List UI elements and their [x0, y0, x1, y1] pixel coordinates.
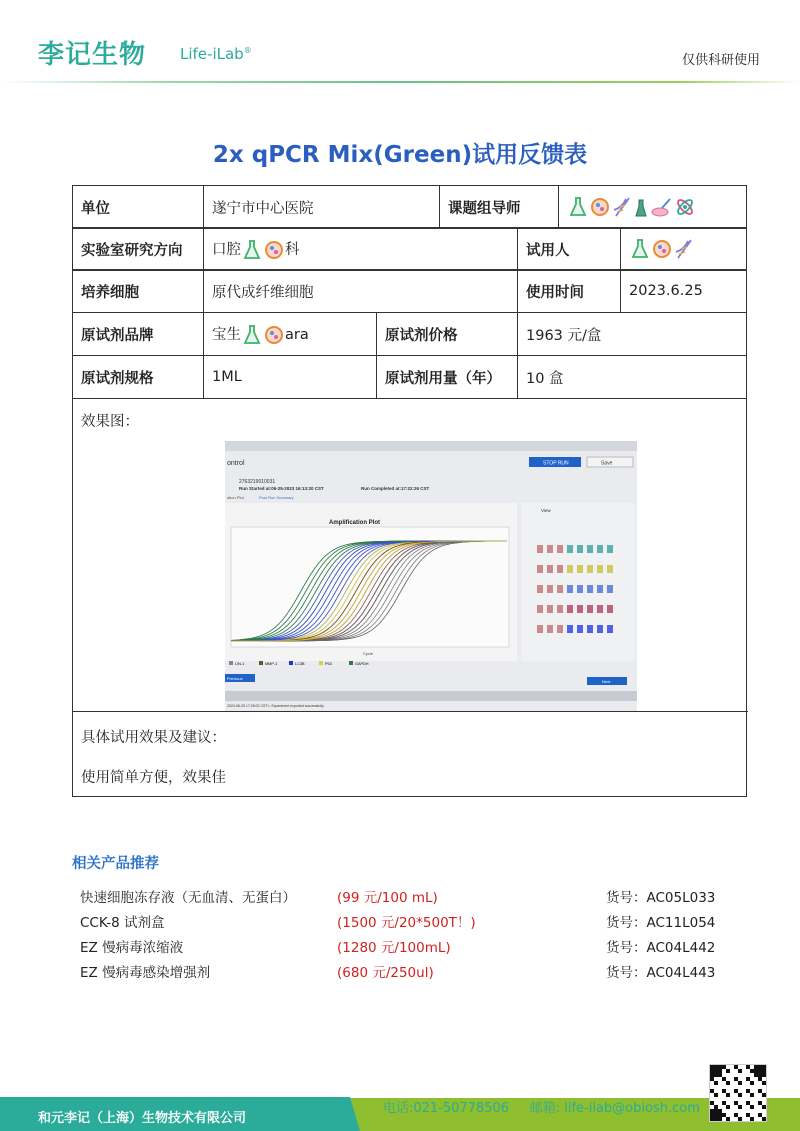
plate-well[interactable] — [597, 545, 603, 553]
form-row-2 — [72, 227, 747, 271]
product-code: 货号：AC11L054 — [606, 915, 716, 931]
related-products-title: 相关产品推荐 — [72, 856, 159, 872]
footer-contact — [383, 1097, 700, 1116]
direction-text-b: 科 — [285, 241, 300, 258]
research-only-note: 仅供科研使用 — [681, 53, 760, 68]
date-value: 2023.6.25 — [621, 270, 747, 313]
effect-section — [72, 398, 747, 797]
phone: 电话:021-50778506 — [383, 1101, 510, 1116]
dna-sticker-icon — [612, 196, 632, 218]
cell-sticker-icon — [652, 239, 672, 259]
usage-value: 10 盒 — [518, 356, 747, 399]
product-code: 货号：AC04L443 — [606, 965, 716, 981]
flask-sticker-icon — [630, 238, 650, 260]
flask-sticker-icon — [242, 324, 262, 346]
legend-label: P53 — [325, 662, 332, 666]
product-code: 货号：AC04L442 — [606, 940, 716, 956]
brand-value — [204, 313, 377, 356]
plate-well[interactable] — [537, 545, 543, 553]
run-id: 2763219010031 — [239, 479, 276, 485]
plate-well[interactable] — [567, 585, 573, 593]
save-label: Save — [601, 460, 613, 467]
direction-label: 实验室研究方向 — [73, 228, 204, 271]
product-price: (99 元/100 mL) — [337, 890, 438, 906]
user-label: 试用人 — [518, 228, 621, 271]
spec-label: 原试剂规格 — [73, 356, 204, 399]
form-row-5 — [72, 355, 747, 399]
spec-value: 1ML — [204, 356, 377, 399]
user-value — [621, 228, 747, 271]
plate-well[interactable] — [537, 625, 543, 633]
plate-well[interactable] — [607, 625, 613, 633]
next-label: Next — [602, 679, 611, 684]
flask-sticker-icon — [568, 196, 588, 218]
plate-well[interactable] — [567, 605, 573, 613]
cell-value: 原代成纤维细胞 — [204, 270, 518, 313]
product-code: 货号：AC05L033 — [606, 890, 716, 906]
product-price: (680 元/250ul) — [337, 965, 434, 981]
direction-text-a: 口腔 — [212, 241, 241, 258]
plate-well[interactable] — [607, 605, 613, 613]
date-label: 使用时间 — [518, 270, 621, 313]
effect-label: 效果图： — [81, 414, 139, 430]
legend-swatch — [259, 661, 263, 665]
plate-well[interactable] — [557, 585, 563, 593]
view-dropdown[interactable]: View — [541, 508, 551, 513]
plate-well[interactable] — [537, 605, 543, 613]
plate-well[interactable] — [567, 565, 573, 573]
feedback-value: 使用简单方便，效果佳 — [81, 770, 226, 786]
plate-well[interactable] — [607, 585, 613, 593]
plate-well[interactable] — [587, 545, 593, 553]
plate-well[interactable] — [577, 585, 583, 593]
plot-title: Amplification Plot — [329, 520, 380, 526]
logo-en — [180, 45, 252, 63]
plate-well[interactable] — [547, 605, 553, 613]
plate-well[interactable] — [597, 605, 603, 613]
plate-well[interactable] — [567, 625, 573, 633]
tab-amplification-plot[interactable]: ation Plot — [227, 495, 244, 500]
advisor-value — [559, 186, 747, 229]
qpcr-screen-photo — [225, 441, 637, 711]
plate-well[interactable] — [597, 565, 603, 573]
logo-cn: 李记生物 — [38, 40, 147, 70]
product-price: (1500 元/20*500T！) — [337, 915, 476, 931]
logo-en-text: Life-iLab — [180, 45, 244, 63]
status-bar: 2023-06-25 17:28:02 CST>: Experiment exported successfully. — [227, 704, 325, 708]
price-label: 原试剂价格 — [377, 313, 518, 356]
product-price: (1280 元/100mL) — [337, 940, 451, 956]
legend-label: GAPDH — [355, 662, 369, 666]
x-axis-label: Cycle — [363, 651, 374, 656]
usage-label: 原试剂用量（年） — [377, 356, 518, 399]
price-value: 1963 元/盒 — [518, 313, 747, 356]
plate-well[interactable] — [557, 605, 563, 613]
run-started: Run Started at:06-25-2023 16:13:20 CST — [239, 486, 324, 491]
advisor-label: 课题组导师 — [440, 186, 559, 229]
plate-well[interactable] — [577, 625, 583, 633]
product-name: EZ 慢病毒浓缩液 — [80, 940, 184, 956]
product-name: EZ 慢病毒感染增强剂 — [80, 965, 211, 981]
plate-well[interactable] — [577, 605, 583, 613]
cell-sticker-icon — [264, 240, 284, 260]
stop-run-label: STOP RUN — [543, 460, 569, 467]
legend-swatch — [349, 661, 353, 665]
legend-label: LC3B — [295, 662, 305, 666]
feedback-label: 具体试用效果及建议： — [81, 730, 226, 746]
form-row-3 — [72, 269, 747, 313]
qr-code — [709, 1064, 767, 1122]
cell-sticker-icon — [264, 325, 284, 345]
plate-well[interactable] — [537, 585, 543, 593]
brand-text-a: 宝生 — [212, 326, 241, 343]
plate-well[interactable] — [557, 545, 563, 553]
plate-well[interactable] — [537, 565, 543, 573]
plate-well[interactable] — [587, 605, 593, 613]
plate-well[interactable] — [567, 545, 573, 553]
plate-well[interactable] — [607, 565, 613, 573]
plate-well[interactable] — [547, 565, 553, 573]
email[interactable]: 邮箱: life-ilab@obiosh.com — [529, 1101, 700, 1116]
legend-swatch — [289, 661, 293, 665]
dna-sticker-icon — [674, 238, 694, 260]
plate-well[interactable] — [577, 565, 583, 573]
legend-swatch — [319, 661, 323, 665]
direction-value — [204, 228, 518, 271]
logo-mark: ® — [243, 46, 252, 55]
form-row-1 — [72, 185, 747, 229]
test-tube-sticker-icon — [634, 196, 648, 218]
form-row-4 — [72, 312, 747, 356]
plate-well[interactable] — [587, 565, 593, 573]
plate-well[interactable] — [587, 585, 593, 593]
legend-label: LIN-1 — [235, 662, 245, 666]
header-divider — [0, 81, 800, 83]
redaction-stickers — [241, 242, 285, 258]
tab-post-run-summary[interactable]: Post Run Summary — [259, 495, 294, 500]
plate-well[interactable] — [607, 545, 613, 553]
legend-label: MMP-1 — [265, 662, 278, 666]
plate-well[interactable] — [557, 625, 563, 633]
window-title: ontrol — [227, 460, 245, 467]
product-name: 快速细胞冻存液（无血清、无蛋白） — [80, 890, 296, 906]
petri-dish-sticker-icon — [650, 196, 672, 218]
page-title: 2x qPCR Mix(Green)试用反馈表 — [212, 142, 588, 168]
brand-text-b: ara — [285, 326, 309, 343]
plate-well[interactable] — [587, 625, 593, 633]
redaction-stickers — [241, 327, 285, 343]
plate-well[interactable] — [547, 545, 553, 553]
cell-sticker-icon — [590, 197, 610, 217]
cell-label: 培养细胞 — [73, 270, 204, 313]
run-completed: Run Completed at:17:22:26 CST — [361, 486, 430, 491]
flask-sticker-icon — [242, 239, 262, 261]
plate-well[interactable] — [597, 585, 603, 593]
plate-well[interactable] — [577, 545, 583, 553]
atom-sticker-icon — [674, 196, 696, 218]
unit-value: 遂宁市中心医院 — [204, 186, 440, 229]
plate-well[interactable] — [547, 625, 553, 633]
plate-well[interactable] — [557, 565, 563, 573]
plate-well[interactable] — [597, 625, 603, 633]
company-name: 和元李记（上海）生物技术有限公司 — [38, 1111, 247, 1126]
plate-well[interactable] — [547, 585, 553, 593]
unit-label: 单位 — [73, 186, 204, 229]
brand-label: 原试剂品牌 — [73, 313, 204, 356]
legend-swatch — [229, 661, 233, 665]
product-name: CCK-8 试剂盒 — [80, 915, 165, 931]
previous-label: Previous — [227, 676, 243, 681]
